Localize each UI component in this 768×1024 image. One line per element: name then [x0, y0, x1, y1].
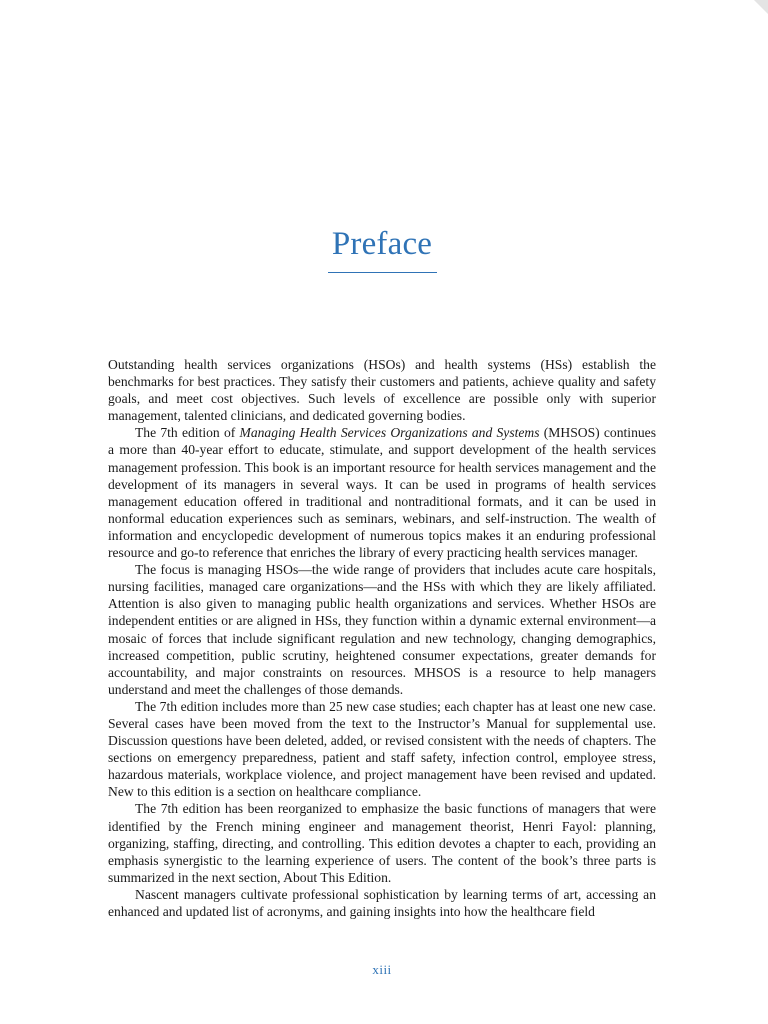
paragraph-5: The 7th edition has been reorganized to emphasize the basic functions of managers that were identified by the French mining engineer and management theorist, Henri Fayol: planning, organizing, staffing, directing, and controlling. This edition devotes a chapter to each, providing an emphasis synergistic to the learning experience of users. The content of the book’s three parts is summarized in the next section, About This Edition.	[108, 801, 656, 885]
page-corner-fold	[754, 0, 768, 14]
page-title: Preface	[331, 226, 433, 262]
paragraph-3: The focus is managing HSOs—the wide range of providers that includes acute care hospitals, nursing facilities, managed care organizations—and the HSs with which they are likely affiliated. Attention is also given to managing public health organizations and services. Whether HSOs are independent entities or are aligned in HSs, they function within a dynamic external environment—a mosaic of forces that include significant regulation and new technology, changing demographics, increased competition, public scrutiny, heightened consumer expectations, greater demands for accountability, and major constraints on resources. MHSOS is a resource to help managers understand and meet the challenges of those demands.	[108, 562, 656, 697]
paragraph-2-intro: The 7th edition of	[135, 425, 240, 441]
paragraph-4: The 7th edition includes more than 25 new case studies; each chapter has at least one new case. Several cases have been moved from the text to the Instructor’s Manual for supplemental use. Discussion questions have been deleted, added, or revised consistent with the needs of chapters. The sections on emergency preparedness, patient and staff safety, infection control, employee stress, hazardous materials, workplace violence, and project management have been revised and updated. New to this edition is a section on healthcare compliance.	[108, 698, 656, 800]
paragraph-2	[108, 424, 656, 561]
preface-body	[108, 356, 656, 920]
title-underline	[328, 272, 437, 273]
book-title: Managing Health Services Organizations and Systems	[239, 425, 540, 441]
paragraph-6: Nascent managers cultivate professional sophistication by learning terms of art, accessing an enhanced and updated list of acronyms, and gaining insights into how the healthcare field	[108, 886, 656, 919]
page-number: xiii	[372, 962, 392, 977]
paragraph-1: Outstanding health services organizations (HSOs) and health systems (HSs) establish the benchmarks for best practices. They satisfy their customers and patients, achieve quality and safety goals, and meet cost objectives. Such levels of excellence are possible only with superior management, talented clinicians, and dedicated governing bodies.	[108, 357, 656, 424]
paragraph-2-rest: (MHSOS) continues a more than 40-year effort to educate, stimulate, and support development of the health services management profession. This book is an important resource for health services management and the development of its managers in several ways. It can be used in programs of health services management education offered in traditional and nontraditional formats, and it can be used in nonformal education experiences such as seminars, webinars, and self-instruction. The wealth of information and encyclopedic development of numerous topics makes it an enduring professional resource and go-to reference that enriches the library of every practicing health services manager.	[108, 425, 656, 561]
